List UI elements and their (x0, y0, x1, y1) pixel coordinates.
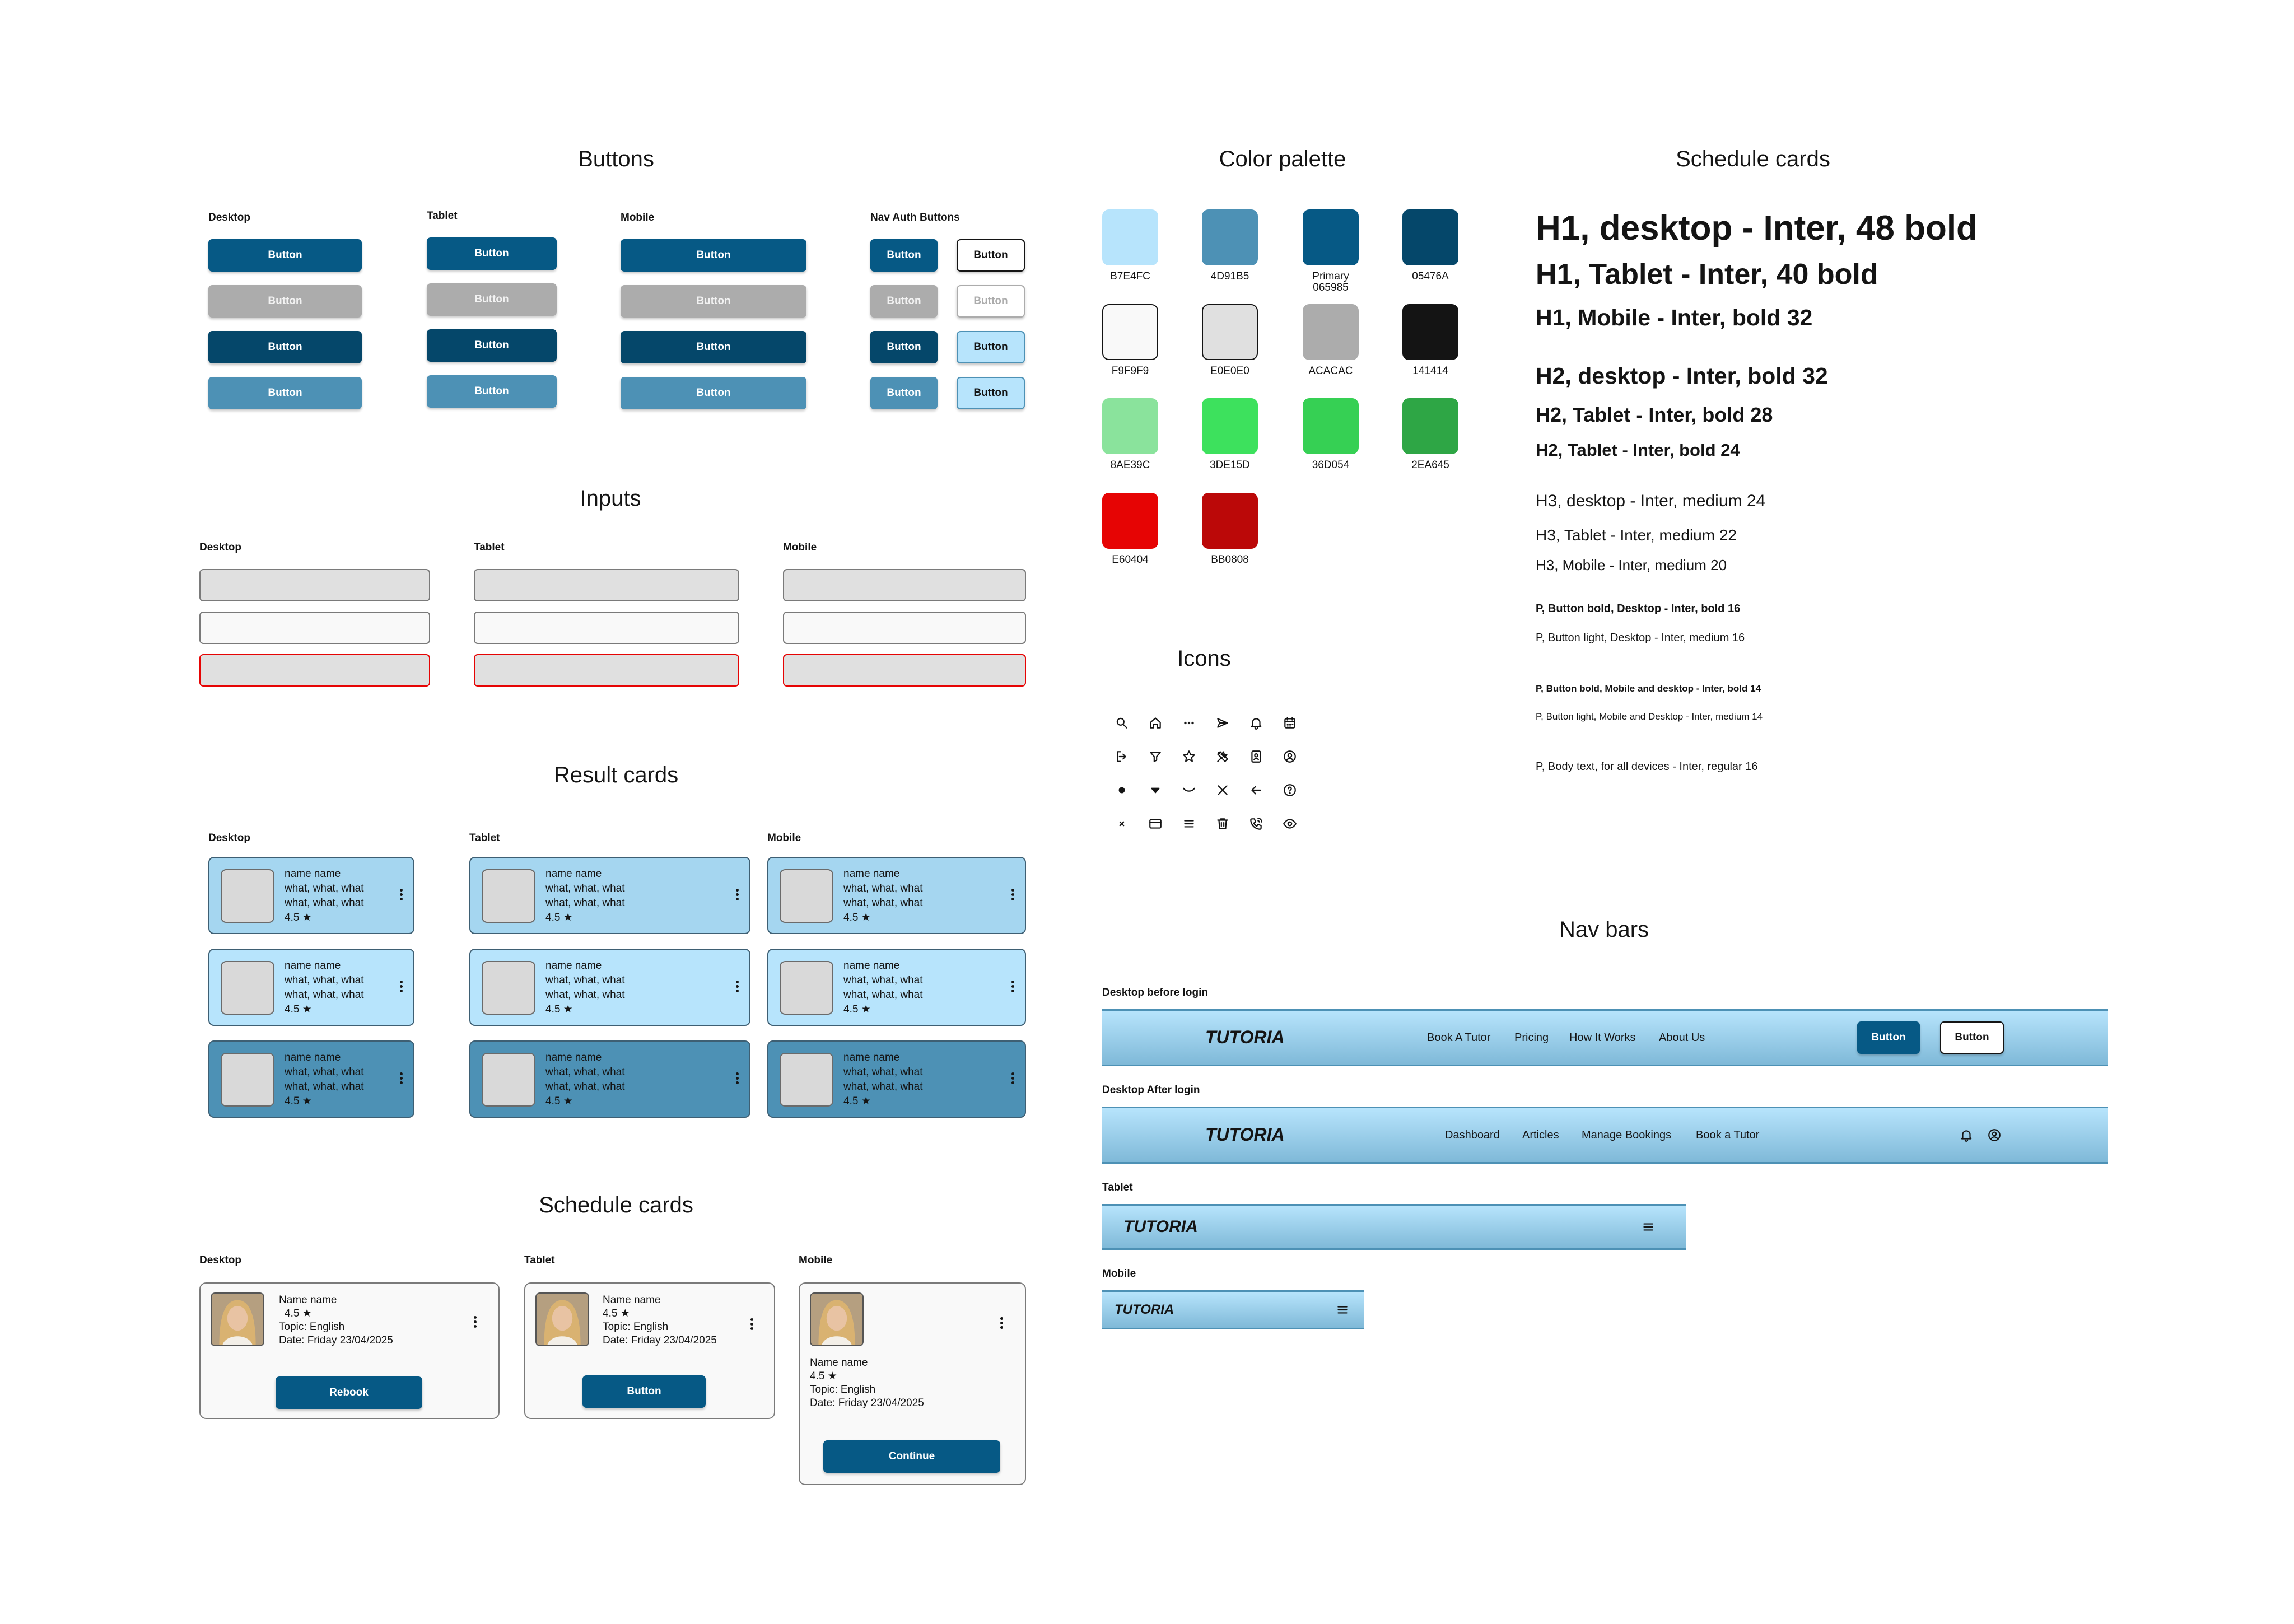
mobile-disabled-button[interactable]: Button (621, 285, 806, 318)
result-line-1: what, what, what (545, 974, 625, 986)
result-name: name name (545, 868, 602, 880)
result-card[interactable] (469, 1040, 750, 1118)
schedule-date: Date: Friday 23/04/2025 (603, 1334, 717, 1346)
nav-auth-pressed-button[interactable]: Button (870, 331, 938, 363)
star-icon: ★ (620, 1308, 630, 1319)
eye-icon (1281, 815, 1298, 832)
result-thumbnail (780, 961, 833, 1015)
nav-auth-primary-button[interactable]: Button (870, 239, 938, 272)
tutor-avatar (535, 1292, 589, 1346)
color-swatch-label: E0E0E0 (1210, 365, 1249, 377)
result-line-1: what, what, what (545, 1066, 625, 1078)
tablet-pressed-button[interactable]: Button (427, 329, 557, 362)
nav-link-book-a-tutor[interactable]: Book a Tutor (1696, 1129, 1760, 1141)
result-rating: 4.5 (285, 1004, 300, 1015)
result-line-1: what, what, what (285, 1066, 364, 1078)
result-rating: 4.5 (285, 1095, 300, 1107)
result-rating: 4.5 (843, 1004, 859, 1015)
mobile-primary-button[interactable]: Button (621, 239, 806, 272)
result-line-2: what, what, what (545, 989, 625, 1001)
p-button-light-mobile-sample: P, Button light, Mobile and Desktop - Inter, medium 14 (1536, 711, 1763, 722)
color-swatch-label: 05476A (1412, 270, 1449, 282)
result-cards-section-title: Result cards (553, 763, 679, 787)
schedule-card-tablet[interactable] (524, 1282, 775, 1419)
desktop-input-error[interactable] (199, 654, 430, 687)
h1-mobile-sample: H1, Mobile - Inter, bold 32 (1536, 305, 1813, 330)
dot-icon (1113, 782, 1130, 799)
schedule-cards-section-title: Schedule cards (539, 1193, 693, 1217)
tablet-input-focused[interactable] (474, 612, 739, 644)
result-name: name name (285, 960, 341, 972)
arrow-left-icon (1248, 782, 1265, 799)
more-vertical-icon[interactable] (474, 1316, 477, 1329)
tablet-hover-button[interactable]: Button (427, 375, 557, 408)
color-swatch-label: 8AE39C (1110, 459, 1150, 471)
filter-icon (1147, 748, 1164, 765)
star-icon: ★ (861, 1004, 871, 1015)
caret-down-icon (1147, 782, 1164, 799)
result-line-2: what, what, what (285, 897, 364, 909)
desktop-disabled-button[interactable]: Button (208, 285, 362, 318)
result-line-2: what, what, what (545, 897, 625, 909)
result-line-1: what, what, what (285, 883, 364, 894)
more-vertical-icon[interactable] (1011, 1072, 1015, 1086)
mobile-pressed-button[interactable]: Button (621, 331, 806, 363)
star-icon: ★ (861, 1095, 871, 1107)
menu-icon (1181, 815, 1197, 832)
logout-icon (1113, 748, 1130, 765)
result-name: name name (285, 1052, 341, 1063)
star-icon: ★ (563, 1095, 573, 1107)
color-swatch-label: ACACAC (1308, 365, 1353, 377)
color-swatch (1202, 209, 1258, 265)
star-icon: ★ (302, 1308, 312, 1319)
more-vertical-icon[interactable] (1011, 889, 1015, 902)
tutoria-logo[interactable]: TUTORIA (1115, 1302, 1174, 1317)
navbar-desktop-after-login (1102, 1107, 2108, 1164)
result-line-2: what, what, what (843, 897, 923, 909)
buttons-desktop-label: Desktop (208, 212, 250, 223)
small-close-icon (1113, 815, 1130, 832)
color-swatch-label: 141414 (1412, 365, 1448, 377)
h3-tablet-sample: H3, Tablet - Inter, medium 22 (1536, 526, 1737, 544)
inputs-desktop-label: Desktop (199, 542, 241, 553)
nav-tablet-label: Tablet (1102, 1182, 1133, 1193)
result-card[interactable] (767, 949, 1026, 1026)
bell-icon[interactable] (1958, 1127, 1975, 1144)
bell-icon (1248, 715, 1265, 731)
result-thumbnail (221, 961, 274, 1015)
more-vertical-icon[interactable] (400, 889, 403, 902)
menu-icon[interactable] (1640, 1219, 1657, 1235)
navbar-desktop-before-login (1102, 1009, 2108, 1066)
h3-mobile-sample: H3, Mobile - Inter, medium 20 (1536, 557, 1727, 573)
desktop-pressed-button[interactable]: Button (208, 331, 362, 363)
schedule-topic: Topic: English (279, 1321, 345, 1333)
result-name: name name (843, 960, 900, 972)
credit-card-icon (1147, 815, 1164, 832)
nav-link-pricing[interactable]: Pricing (1514, 1032, 1549, 1044)
color-swatch (1102, 304, 1158, 360)
trash-icon (1214, 815, 1231, 832)
result-tablet-label: Tablet (469, 832, 500, 844)
p-body-sample: P, Body text, for all devices - Inter, regular 16 (1536, 760, 1758, 773)
nav-login-button[interactable]: Button (1857, 1021, 1920, 1054)
close-icon (1214, 782, 1231, 799)
curve-icon (1181, 782, 1197, 799)
tutor-avatar (810, 1292, 864, 1346)
star-icon: ★ (563, 1004, 573, 1015)
inputs-tablet-label: Tablet (474, 542, 505, 553)
schedule-card-desktop[interactable] (199, 1282, 500, 1419)
user-circle-icon[interactable] (1986, 1127, 2003, 1144)
schedule-name: Name name (810, 1357, 868, 1369)
result-thumbnail (482, 1053, 535, 1107)
schedule-date: Date: Friday 23/04/2025 (279, 1334, 393, 1346)
h2-tablet-24-sample: H2, Tablet - Inter, bold 24 (1536, 440, 1740, 460)
color-swatch-label: F9F9F9 (1111, 365, 1149, 377)
more-vertical-icon[interactable] (736, 981, 739, 994)
color-swatch (1102, 209, 1158, 265)
nav-link-how-it-works[interactable]: How It Works (1569, 1032, 1636, 1044)
result-thumbnail (780, 1053, 833, 1107)
h1-desktop-sample: H1, desktop - Inter, 48 bold (1536, 209, 1978, 248)
nav-auth-secondary-disabled-button[interactable]: Button (957, 285, 1025, 318)
desktop-input-focused[interactable] (199, 612, 430, 644)
nav-auth-secondary-hover-button[interactable]: Button (957, 377, 1025, 409)
more-vertical-icon[interactable] (400, 981, 403, 994)
buttons-section-title: Buttons (578, 147, 654, 171)
star-icon: ★ (302, 912, 312, 923)
result-line-1: what, what, what (843, 883, 923, 894)
p-button-bold-desktop-sample: P, Button bold, Desktop - Inter, bold 16 (1536, 603, 1741, 615)
schedule-rating: 4.5 (285, 1308, 300, 1319)
color-swatch-label: 4D91B5 (1210, 270, 1249, 282)
navbars-section-title: Nav bars (1559, 917, 1649, 942)
result-line-2: what, what, what (843, 1081, 923, 1093)
inputs-mobile-label: Mobile (783, 542, 817, 553)
desktop-hover-button[interactable]: Button (208, 377, 362, 409)
more-vertical-icon[interactable] (736, 1072, 739, 1086)
more-horizontal-icon (1181, 715, 1197, 731)
schedule-date: Date: Friday 23/04/2025 (810, 1397, 924, 1409)
icons-section-title: Icons (1177, 646, 1231, 671)
tutoria-logo[interactable]: TUTORIA (1123, 1217, 1198, 1236)
help-circle-icon (1281, 782, 1298, 799)
rebook-button[interactable]: Rebook (276, 1376, 422, 1409)
color-swatch-label: BB0808 (1211, 554, 1249, 566)
result-rating: 4.5 (843, 1095, 859, 1107)
result-card[interactable] (469, 949, 750, 1026)
more-vertical-icon[interactable] (750, 1318, 754, 1332)
result-card[interactable] (208, 1040, 414, 1118)
nav-before-login-label: Desktop before login (1102, 987, 1208, 998)
phone-call-icon (1248, 815, 1265, 832)
mobile-hover-button[interactable]: Button (621, 377, 806, 409)
more-vertical-icon[interactable] (736, 889, 739, 902)
color-swatch (1102, 493, 1158, 549)
result-thumbnail (780, 869, 833, 923)
nav-after-login-label: Desktop After login (1102, 1084, 1200, 1096)
schedule-desktop-label: Desktop (199, 1254, 241, 1266)
nav-link-dashboard[interactable]: Dashboard (1445, 1129, 1500, 1141)
navbar-tablet (1102, 1204, 1686, 1250)
tablet-primary-button[interactable]: Button (427, 237, 557, 270)
result-card[interactable] (208, 949, 414, 1026)
desktop-primary-button[interactable]: Button (208, 239, 362, 272)
color-swatch (1303, 398, 1359, 454)
result-thumbnail (221, 1053, 274, 1107)
h2-desktop-sample: H2, desktop - Inter, bold 32 (1536, 363, 1828, 389)
p-button-bold-mobile-sample: P, Button bold, Mobile and desktop - Inter, bold 14 (1536, 683, 1761, 694)
tools-icon (1214, 748, 1231, 765)
p-button-light-desktop-sample: P, Button light, Desktop - Inter, medium 16 (1536, 632, 1745, 644)
more-vertical-icon[interactable] (400, 1072, 403, 1086)
send-icon (1214, 715, 1231, 731)
user-circle-icon (1281, 748, 1298, 765)
result-line-1: what, what, what (843, 974, 923, 986)
tablet-input-default[interactable] (474, 569, 739, 601)
result-thumbnail (482, 869, 535, 923)
color-swatch (1402, 398, 1458, 454)
schedule-rating: 4.5 (810, 1370, 825, 1382)
mobile-input-focused[interactable] (783, 612, 1026, 644)
schedule-tablet-label: Tablet (524, 1254, 555, 1266)
color-swatch-label: 36D054 (1312, 459, 1350, 471)
nav-auth-secondary-button[interactable]: Button (957, 239, 1025, 272)
result-name: name name (545, 960, 602, 972)
result-name: name name (545, 1052, 602, 1063)
h1-tablet-sample: H1, Tablet - Inter, 40 bold (1536, 258, 1878, 291)
tablet-disabled-button[interactable]: Button (427, 283, 557, 316)
color-swatch-label: B7E4FC (1110, 270, 1150, 282)
tutor-avatar (211, 1292, 264, 1346)
schedule-mobile-label: Mobile (799, 1254, 833, 1266)
result-card[interactable] (469, 857, 750, 934)
schedule-rating: 4.5 (603, 1308, 618, 1319)
star-icon: ★ (302, 1095, 312, 1107)
result-desktop-label: Desktop (208, 832, 250, 844)
result-name: name name (843, 868, 900, 880)
color-swatch (1202, 304, 1258, 360)
result-card[interactable] (767, 857, 1026, 934)
typography-section-title: Schedule cards (1676, 147, 1830, 171)
result-name: name name (285, 868, 341, 880)
color-swatch-label: Primary 065985 (1312, 270, 1349, 293)
schedule-name: Name name (279, 1294, 337, 1306)
result-thumbnail (482, 961, 535, 1015)
palette-section-title: Color palette (1219, 147, 1346, 171)
color-swatch-label: 3DE15D (1210, 459, 1250, 471)
navbar-mobile (1102, 1290, 1364, 1329)
result-thumbnail (221, 869, 274, 923)
h2-tablet-28-sample: H2, Tablet - Inter, bold 28 (1536, 403, 1773, 426)
nav-mobile-label: Mobile (1102, 1268, 1136, 1280)
buttons-nav-auth-label: Nav Auth Buttons (870, 212, 960, 223)
schedule-tablet-button[interactable]: Button (582, 1375, 706, 1408)
schedule-card-mobile[interactable] (799, 1282, 1026, 1485)
color-swatch (1303, 304, 1359, 360)
star-icon: ★ (827, 1370, 837, 1382)
buttons-tablet-label: Tablet (427, 210, 458, 222)
schedule-topic: Topic: English (810, 1384, 876, 1396)
nav-link-articles[interactable]: Articles (1522, 1129, 1559, 1141)
color-swatch (1102, 398, 1158, 454)
result-line-1: what, what, what (285, 974, 364, 986)
result-rating: 4.5 (545, 1095, 561, 1107)
nav-link-about-us[interactable]: About Us (1659, 1032, 1705, 1044)
result-line-1: what, what, what (545, 883, 625, 894)
h3-desktop-sample: H3, desktop - Inter, medium 24 (1536, 492, 1766, 510)
result-name: name name (843, 1052, 900, 1063)
mobile-input-default[interactable] (783, 569, 1026, 601)
contact-book-icon (1248, 748, 1265, 765)
color-swatch-label: E60404 (1112, 554, 1149, 566)
nav-signup-button[interactable]: Button (1940, 1021, 2004, 1054)
result-line-2: what, what, what (545, 1081, 625, 1093)
result-line-2: what, what, what (285, 1081, 364, 1093)
result-card[interactable] (767, 1040, 1026, 1118)
mobile-input-error[interactable] (783, 654, 1026, 687)
home-icon (1147, 715, 1164, 731)
calendar-icon (1281, 715, 1298, 731)
star-icon: ★ (302, 1004, 312, 1015)
color-swatch (1402, 304, 1458, 360)
nav-auth-secondary-pressed-button[interactable]: Button (957, 331, 1025, 363)
tutoria-logo[interactable]: TUTORIA (1205, 1027, 1285, 1047)
schedule-name: Name name (603, 1294, 661, 1306)
inputs-section-title: Inputs (580, 486, 641, 511)
result-rating: 4.5 (843, 912, 859, 923)
buttons-mobile-label: Mobile (621, 212, 655, 223)
result-line-2: what, what, what (285, 989, 364, 1001)
nav-auth-disabled-button[interactable]: Button (870, 285, 938, 318)
search-icon (1113, 715, 1130, 731)
continue-button[interactable]: Continue (823, 1440, 1000, 1473)
result-mobile-label: Mobile (767, 832, 801, 844)
star-icon: ★ (563, 912, 573, 923)
result-line-2: what, what, what (843, 989, 923, 1001)
schedule-topic: Topic: English (603, 1321, 669, 1333)
tablet-input-error[interactable] (474, 654, 739, 687)
tutoria-logo[interactable]: TUTORIA (1205, 1124, 1285, 1145)
result-rating: 4.5 (545, 1004, 561, 1015)
result-rating: 4.5 (285, 912, 300, 923)
result-line-1: what, what, what (843, 1066, 923, 1078)
result-rating: 4.5 (545, 912, 561, 923)
menu-icon[interactable] (1334, 1301, 1351, 1318)
color-swatch (1202, 493, 1258, 549)
color-swatch (1303, 209, 1359, 265)
star-icon: ★ (861, 912, 871, 923)
color-swatch-label: 2EA645 (1411, 459, 1449, 471)
nav-link-manage-bookings[interactable]: Manage Bookings (1582, 1129, 1672, 1141)
color-swatch (1402, 209, 1458, 265)
nav-link-book-a-tutor[interactable]: Book A Tutor (1427, 1032, 1491, 1044)
desktop-input-default[interactable] (199, 569, 430, 601)
color-swatch (1202, 398, 1258, 454)
more-vertical-icon[interactable] (1000, 1317, 1004, 1331)
more-vertical-icon[interactable] (1011, 981, 1015, 994)
nav-auth-hover-button[interactable]: Button (870, 377, 938, 409)
result-card[interactable] (208, 857, 414, 934)
star-icon (1181, 748, 1197, 765)
